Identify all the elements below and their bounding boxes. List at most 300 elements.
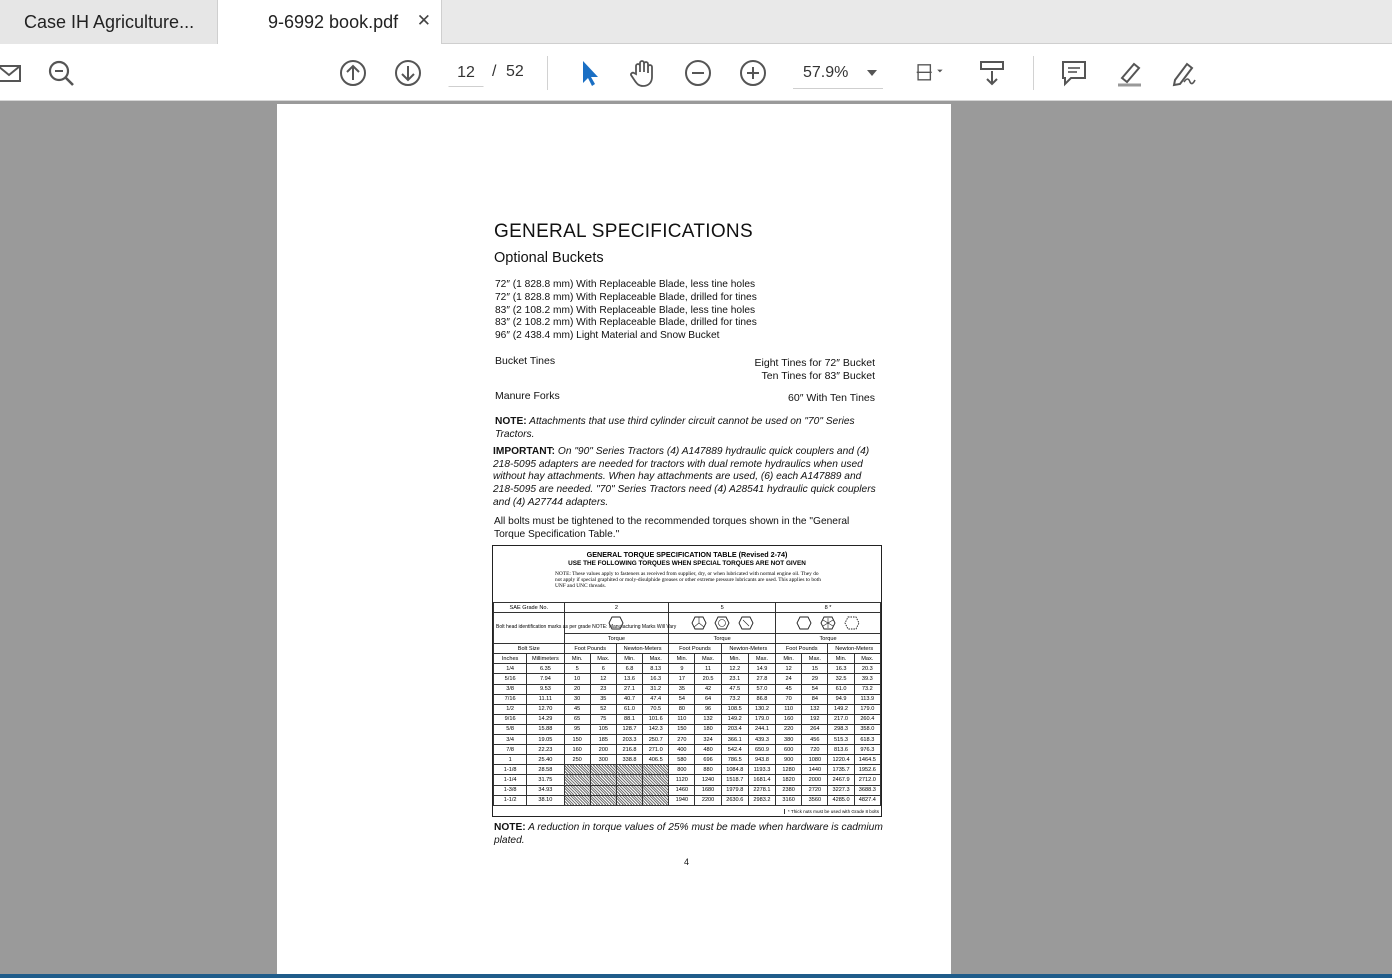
tab-case-ih[interactable] (0, 0, 218, 44)
table-cell: 4285.0 (828, 795, 854, 805)
pdf-page (277, 104, 951, 978)
table-cell: 264 (802, 724, 828, 734)
table-cell: 1735.7 (828, 765, 854, 775)
table-cell: 96 (695, 704, 721, 714)
table-cell: 31.75 (527, 775, 564, 785)
table-cell: 696 (695, 755, 721, 765)
table-cell: 45 (776, 684, 802, 694)
table-cell: 61.0 (616, 704, 642, 714)
table-cell: 380 (776, 735, 802, 745)
table-cell: 2380 (776, 785, 802, 795)
table-cell: 128.7 (616, 724, 642, 734)
table-cell: 65 (564, 714, 590, 724)
table-cell: 101.6 (643, 714, 669, 724)
table-cell (643, 765, 669, 775)
table-cell: 27.8 (748, 674, 775, 684)
table-cell: 70 (776, 694, 802, 704)
table-cell: 16.3 (643, 674, 669, 684)
table-cell: 1 (494, 755, 527, 765)
table-cell: 11.11 (527, 694, 564, 704)
toolbar-divider (547, 56, 548, 90)
table-cell: 132 (802, 704, 828, 714)
table-cell (590, 765, 616, 775)
table-cell: 13.6 (616, 674, 642, 684)
table-cell: 358.0 (854, 724, 880, 734)
table-cell: 480 (695, 745, 721, 755)
table-cell (616, 765, 642, 775)
table-row (494, 745, 881, 755)
table-cell: 20.5 (695, 674, 721, 684)
table-cell: 110 (669, 714, 695, 724)
table-cell: 11 (695, 664, 721, 674)
table-cell: 2630.6 (721, 795, 748, 805)
table-cell: 720 (802, 745, 828, 755)
table-cell (616, 785, 642, 795)
grade-2-mark (564, 613, 669, 634)
bolt-size-label: Bolt Size (494, 644, 565, 654)
table-cell: 52 (590, 704, 616, 714)
table-row (494, 724, 881, 734)
hex-head-icon (844, 616, 860, 630)
foot-pounds-label: Foot Pounds (776, 644, 828, 654)
table-cell: 20 (564, 684, 590, 694)
table-cell: 9/16 (494, 714, 527, 724)
table-cell: 84 (802, 694, 828, 704)
note-text: Attachments that use third cylinder circuit cannot be used on "70" Series Tractors. (495, 416, 855, 440)
table-cell: 813.6 (828, 745, 854, 755)
note-label: NOTE: (495, 416, 527, 427)
table-cell: 244.1 (748, 724, 775, 734)
tab-bar (0, 0, 1392, 44)
table-cell: 23.1 (721, 674, 748, 684)
table-cell: 180 (695, 724, 721, 734)
table-cell: 130.2 (748, 704, 775, 714)
table-cell: 5/8 (494, 724, 527, 734)
table-cell: 515.3 (828, 735, 854, 745)
table-cell: 439.3 (748, 735, 775, 745)
page-number: 4 (684, 857, 690, 867)
table-cell: 580 (669, 755, 695, 765)
table-cell: 15.88 (527, 724, 564, 734)
grade-8-mark (776, 613, 881, 634)
table-cell: 260.4 (854, 714, 880, 724)
next-page-icon[interactable] (391, 56, 425, 90)
note-third-cylinder (495, 416, 881, 441)
table-cell: 27.1 (616, 684, 642, 694)
table-cell: 271.0 (643, 745, 669, 755)
table-cell: 2467.9 (828, 775, 854, 785)
table-cell: 3160 (776, 795, 802, 805)
table-cell: 10 (564, 674, 590, 684)
list-item: 72″ (1 828.8 mm) With Replaceable Blade, less tine holes (495, 279, 756, 290)
table-cell: 9.53 (527, 684, 564, 694)
table-cell: 28.58 (527, 765, 564, 775)
table-cell: 3/4 (494, 735, 527, 745)
table-cell: 324 (695, 735, 721, 745)
table-cell: 8.13 (643, 664, 669, 674)
foot-pounds-label: Foot Pounds (564, 644, 616, 654)
table-cell: 73.2 (854, 684, 880, 694)
previous-page-icon[interactable] (336, 56, 370, 90)
table-cell: 200 (590, 745, 616, 755)
table-row (494, 664, 881, 674)
zoom-out-icon[interactable] (681, 56, 715, 90)
table-cell: 220 (776, 724, 802, 734)
table-cell: 160 (776, 714, 802, 724)
table-cell: 86.8 (748, 694, 775, 704)
min-header: Min. (564, 654, 590, 664)
page-separator: / (492, 63, 497, 80)
table-cell: 1-1/4 (494, 775, 527, 785)
table-cell: 5/16 (494, 674, 527, 684)
table-cell: 32.5 (828, 674, 854, 684)
table-cell: 7/8 (494, 745, 527, 755)
manure-forks-label: Manure Forks (495, 390, 560, 402)
list-item: 83″ (2 108.2 mm) With Replaceable Blade, less tine holes (495, 304, 756, 316)
table-cell: 786.5 (721, 755, 748, 765)
min-header: Min. (828, 654, 854, 664)
table-row (494, 765, 881, 775)
zoom-level-dropdown[interactable] (793, 57, 883, 89)
table-row (494, 674, 881, 684)
table-cell (564, 785, 590, 795)
table-cell: 35 (669, 684, 695, 694)
table-cell: 15 (802, 664, 828, 674)
table-cell: 1/2 (494, 704, 527, 714)
table-cell: 943.8 (748, 755, 775, 765)
important-text: On "90" Series Tractors (4) A147889 hydraulic quick couplers and (4) 218-5095 adapters are needed for tractors with dual remote hydraulics when used without hay attachments. When hay attachments are used, (6) each A147889 and 218-5095 are needed. "70" Series Tractors need (4) A28541 hydraulic quick couplers and (4) A27744 adapters. (493, 446, 876, 508)
table-cell: 1464.5 (854, 755, 880, 765)
millimeters-header: Millimeters (527, 654, 564, 664)
table-cell: 1952.6 (854, 765, 880, 775)
torque-grid (493, 602, 881, 806)
max-header: Max. (590, 654, 616, 664)
table-cell: 6.8 (616, 664, 642, 674)
table-cell: 38.10 (527, 795, 564, 805)
hex-head-icon (738, 616, 754, 630)
table-row (494, 735, 881, 745)
table-cell: 3560 (802, 795, 828, 805)
table-cell: 70.5 (643, 704, 669, 714)
table-cell: 618.3 (854, 735, 880, 745)
table-cell: 1-1/2 (494, 795, 527, 805)
table-cell: 3/8 (494, 684, 527, 694)
marks-label: Bolt head identification marks as per grade NOTE: Manufacturing Marks Will Vary (494, 613, 565, 644)
table-cell: 185 (590, 735, 616, 745)
table-cell: 179.0 (854, 704, 880, 714)
table-cell: 54 (802, 684, 828, 694)
table-cell: 250.7 (643, 735, 669, 745)
max-header: Max. (695, 654, 721, 664)
list-item: 83″ (2 108.2 mm) With Replaceable Blade, drilled for tines (495, 317, 757, 329)
table-cell: 203.3 (616, 735, 642, 745)
table-cell: 25.40 (527, 755, 564, 765)
table-cell: 12.2 (721, 664, 748, 674)
manure-forks-value: 60″ With Ten Tines (788, 392, 875, 404)
zoom-search-icon[interactable] (44, 56, 78, 90)
table-cell: 800 (669, 765, 695, 775)
table-cell: 7.94 (527, 674, 564, 684)
table-cell: 338.8 (616, 755, 642, 765)
table-cell: 108.5 (721, 704, 748, 714)
torque-label: Torque (776, 634, 881, 644)
zoom-in-icon[interactable] (736, 56, 770, 90)
table-cell: 39.3 (854, 674, 880, 684)
grade-label: SAE Grade No. (494, 603, 565, 613)
table-cell: 1120 (669, 775, 695, 785)
table-cell: 17 (669, 674, 695, 684)
torque-table-title: GENERAL TORQUE SPECIFICATION TABLE (Revised 2-74) (586, 550, 788, 559)
tab-label: 9-6992 book.pdf (268, 12, 399, 32)
grade-5-mark (669, 613, 776, 634)
table-cell (616, 775, 642, 785)
table-cell: 1240 (695, 775, 721, 785)
table-cell (590, 775, 616, 785)
table-cell: 149.2 (828, 704, 854, 714)
table-cell: 1084.8 (721, 765, 748, 775)
table-row (494, 684, 881, 694)
document-viewport[interactable] (0, 101, 1392, 978)
table-cell: 1460 (669, 785, 695, 795)
table-cell: 6 (590, 664, 616, 674)
table-cell: 132 (695, 714, 721, 724)
table-row (494, 785, 881, 795)
table-cell: 57.0 (748, 684, 775, 694)
toolbar-divider (1033, 56, 1034, 90)
table-row (494, 714, 881, 724)
grade-8: 8 * (776, 603, 881, 613)
table-cell: 1440 (802, 765, 828, 775)
table-cell: 14.29 (527, 714, 564, 724)
grade-2: 2 (564, 603, 669, 613)
table-cell: 75 (590, 714, 616, 724)
tab-pdf-document[interactable] (218, 0, 442, 45)
table-cell: 94.9 (828, 694, 854, 704)
table-cell (643, 775, 669, 785)
max-header: Max. (854, 654, 880, 664)
table-cell: 366.1 (721, 735, 748, 745)
chevron-down-icon (867, 70, 877, 76)
inches-header: Inches (494, 654, 527, 664)
table-cell: 150 (564, 735, 590, 745)
hex-head-icon (608, 616, 624, 630)
zoom-level-value: 57.9% (803, 64, 849, 81)
table-cell: 400 (669, 745, 695, 755)
table-cell: 30 (564, 694, 590, 704)
table-cell: 2200 (695, 795, 721, 805)
table-cell: 1280 (776, 765, 802, 775)
table-cell: 650.9 (748, 745, 775, 755)
table-cell: 4827.4 (854, 795, 880, 805)
table-cell: 406.5 (643, 755, 669, 765)
table-cell: 54 (669, 694, 695, 704)
table-row (494, 775, 881, 785)
table-cell: 1681.4 (748, 775, 775, 785)
hex-head-icon (714, 616, 730, 630)
close-tab-icon[interactable]: ✕ (416, 11, 431, 30)
table-cell: 45 (564, 704, 590, 714)
table-cell: 298.3 (828, 724, 854, 734)
page-number-input[interactable]: 12 (448, 57, 484, 87)
table-cell: 105 (590, 724, 616, 734)
table-cell (590, 795, 616, 805)
bucket-tines-value-1: Eight Tines for 72″ Bucket (754, 357, 875, 369)
bolts-paragraph: All bolts must be tightened to the recommended torques shown in the "General Torque Specification Table." (494, 516, 850, 540)
hand-tool-icon[interactable] (626, 56, 660, 90)
hex-head-icon (691, 616, 707, 630)
table-cell: 1979.8 (721, 785, 748, 795)
torque-footnote: * Thick nuts must be used with Grade 8 bolts (784, 809, 879, 814)
select-cursor-icon[interactable] (572, 56, 606, 90)
min-header: Min. (669, 654, 695, 664)
table-cell: 42 (695, 684, 721, 694)
table-cell (643, 795, 669, 805)
table-cell: 40.7 (616, 694, 642, 704)
list-item: 96″ (2 438.4 mm) Light Material and Snow Bucket (495, 330, 720, 342)
table-cell: 149.2 (721, 714, 748, 724)
grade-5: 5 (669, 603, 776, 613)
table-cell: 542.4 (721, 745, 748, 755)
table-cell: 95 (564, 724, 590, 734)
table-cell: 250 (564, 755, 590, 765)
table-cell (564, 765, 590, 775)
table-cell: 24 (776, 674, 802, 684)
table-cell: 3227.3 (828, 785, 854, 795)
table-cell: 9 (669, 664, 695, 674)
comment-icon[interactable] (1057, 56, 1091, 90)
table-cell: 7/16 (494, 694, 527, 704)
table-cell: 12 (776, 664, 802, 674)
newton-meters-label: Newton-Meters (616, 644, 668, 654)
table-cell: 34.93 (527, 785, 564, 795)
table-cell: 31.2 (643, 684, 669, 694)
table-cell: 29 (802, 674, 828, 684)
table-cell: 900 (776, 755, 802, 765)
table-row (494, 694, 881, 704)
table-cell: 22.23 (527, 745, 564, 755)
table-row (494, 755, 881, 765)
max-header: Max. (802, 654, 828, 664)
newton-meters-label: Newton-Meters (721, 644, 775, 654)
table-cell: 600 (776, 745, 802, 755)
table-cell: 113.9 (854, 694, 880, 704)
table-cell: 12 (590, 674, 616, 684)
torque-table (492, 545, 882, 817)
table-cell: 3688.3 (854, 785, 880, 795)
hex-head-icon (820, 616, 836, 630)
table-cell: 2712.0 (854, 775, 880, 785)
table-cell: 47.5 (721, 684, 748, 694)
table-cell: 217.0 (828, 714, 854, 724)
note-cadmium (494, 822, 884, 847)
min-header: Min. (616, 654, 642, 664)
table-cell (564, 795, 590, 805)
bucket-tines-label: Bucket Tines (495, 355, 556, 367)
torque-label: Torque (564, 634, 669, 644)
table-cell: 16.3 (828, 664, 854, 674)
torque-label: Torque (669, 634, 776, 644)
page-total: 52 (506, 63, 524, 80)
tab-label: Case IH Agriculture... (24, 11, 195, 32)
table-cell: 203.4 (721, 724, 748, 734)
table-row (494, 795, 881, 805)
page-fit-icon[interactable] (905, 56, 953, 90)
newton-meters-label: Newton-Meters (828, 644, 881, 654)
bucket-tines-value-2: Ten Tines for 83″ Bucket (761, 370, 875, 382)
table-cell: 456 (802, 735, 828, 745)
table-cell: 5 (564, 664, 590, 674)
table-cell: 6.35 (527, 664, 564, 674)
table-cell: 1193.3 (748, 765, 775, 775)
table-cell: 160 (564, 745, 590, 755)
table-cell: 192 (802, 714, 828, 724)
toolbar (0, 44, 1392, 101)
table-cell: 61.0 (828, 684, 854, 694)
table-cell: 1220.4 (828, 755, 854, 765)
min-header: Min. (776, 654, 802, 664)
note-text: A reduction in torque values of 25% must be made when hardware is cadmium plated. (494, 822, 883, 846)
page-title: GENERAL SPECIFICATIONS (494, 221, 753, 242)
table-cell: 14.9 (748, 664, 775, 674)
table-cell: 80 (669, 704, 695, 714)
section-heading: Optional Buckets (494, 250, 604, 266)
table-cell: 110 (776, 704, 802, 714)
table-cell: 23 (590, 684, 616, 694)
list-item: 72″ (1 828.8 mm) With Replaceable Blade, drilled for tines (495, 291, 757, 303)
table-cell (643, 785, 669, 795)
email-icon[interactable] (0, 56, 28, 90)
table-cell: 1080 (802, 755, 828, 765)
torque-table-subtitle: USE THE FOLLOWING TORQUES WHEN SPECIAL TORQUES ARE NOT GIVEN (568, 560, 806, 567)
torque-table-note: NOTE: These values apply to fasteners as received from supplier, dry, or when lubricated with normal engine oil. They do not apply if special graphited or moly-disulphide greases or other extreme pressure lubricants are used. This applies to both UNF and UNC threads. (555, 571, 821, 590)
table-cell: 270 (669, 735, 695, 745)
table-cell: 150 (669, 724, 695, 734)
table-cell: 1940 (669, 795, 695, 805)
table-cell: 1-3/8 (494, 785, 527, 795)
table-row (494, 704, 881, 714)
hex-head-icon (796, 616, 812, 630)
scroll-mode-icon[interactable] (975, 56, 1009, 90)
table-cell: 1/4 (494, 664, 527, 674)
table-cell: 1680 (695, 785, 721, 795)
table-cell: 88.1 (616, 714, 642, 724)
note-label: NOTE: (494, 822, 526, 833)
table-cell: 2720 (802, 785, 828, 795)
table-cell: 35 (590, 694, 616, 704)
table-cell (590, 785, 616, 795)
table-cell: 2983.2 (748, 795, 775, 805)
important-label: IMPORTANT: (493, 446, 556, 457)
highlighter-icon[interactable] (1112, 56, 1146, 90)
table-cell: 2000 (802, 775, 828, 785)
min-header: Min. (721, 654, 748, 664)
table-cell: 19.05 (527, 735, 564, 745)
table-cell (616, 795, 642, 805)
table-cell: 1518.7 (721, 775, 748, 785)
table-cell: 179.0 (748, 714, 775, 724)
table-cell (564, 775, 590, 785)
draw-signature-icon[interactable] (1166, 56, 1200, 90)
taskbar-strip (0, 974, 1392, 978)
max-header: Max. (748, 654, 775, 664)
table-cell: 142.3 (643, 724, 669, 734)
table-cell: 216.8 (616, 745, 642, 755)
table-cell: 880 (695, 765, 721, 775)
table-cell: 1820 (776, 775, 802, 785)
important-note (493, 446, 881, 510)
table-cell: 976.3 (854, 745, 880, 755)
table-cell: 300 (590, 755, 616, 765)
